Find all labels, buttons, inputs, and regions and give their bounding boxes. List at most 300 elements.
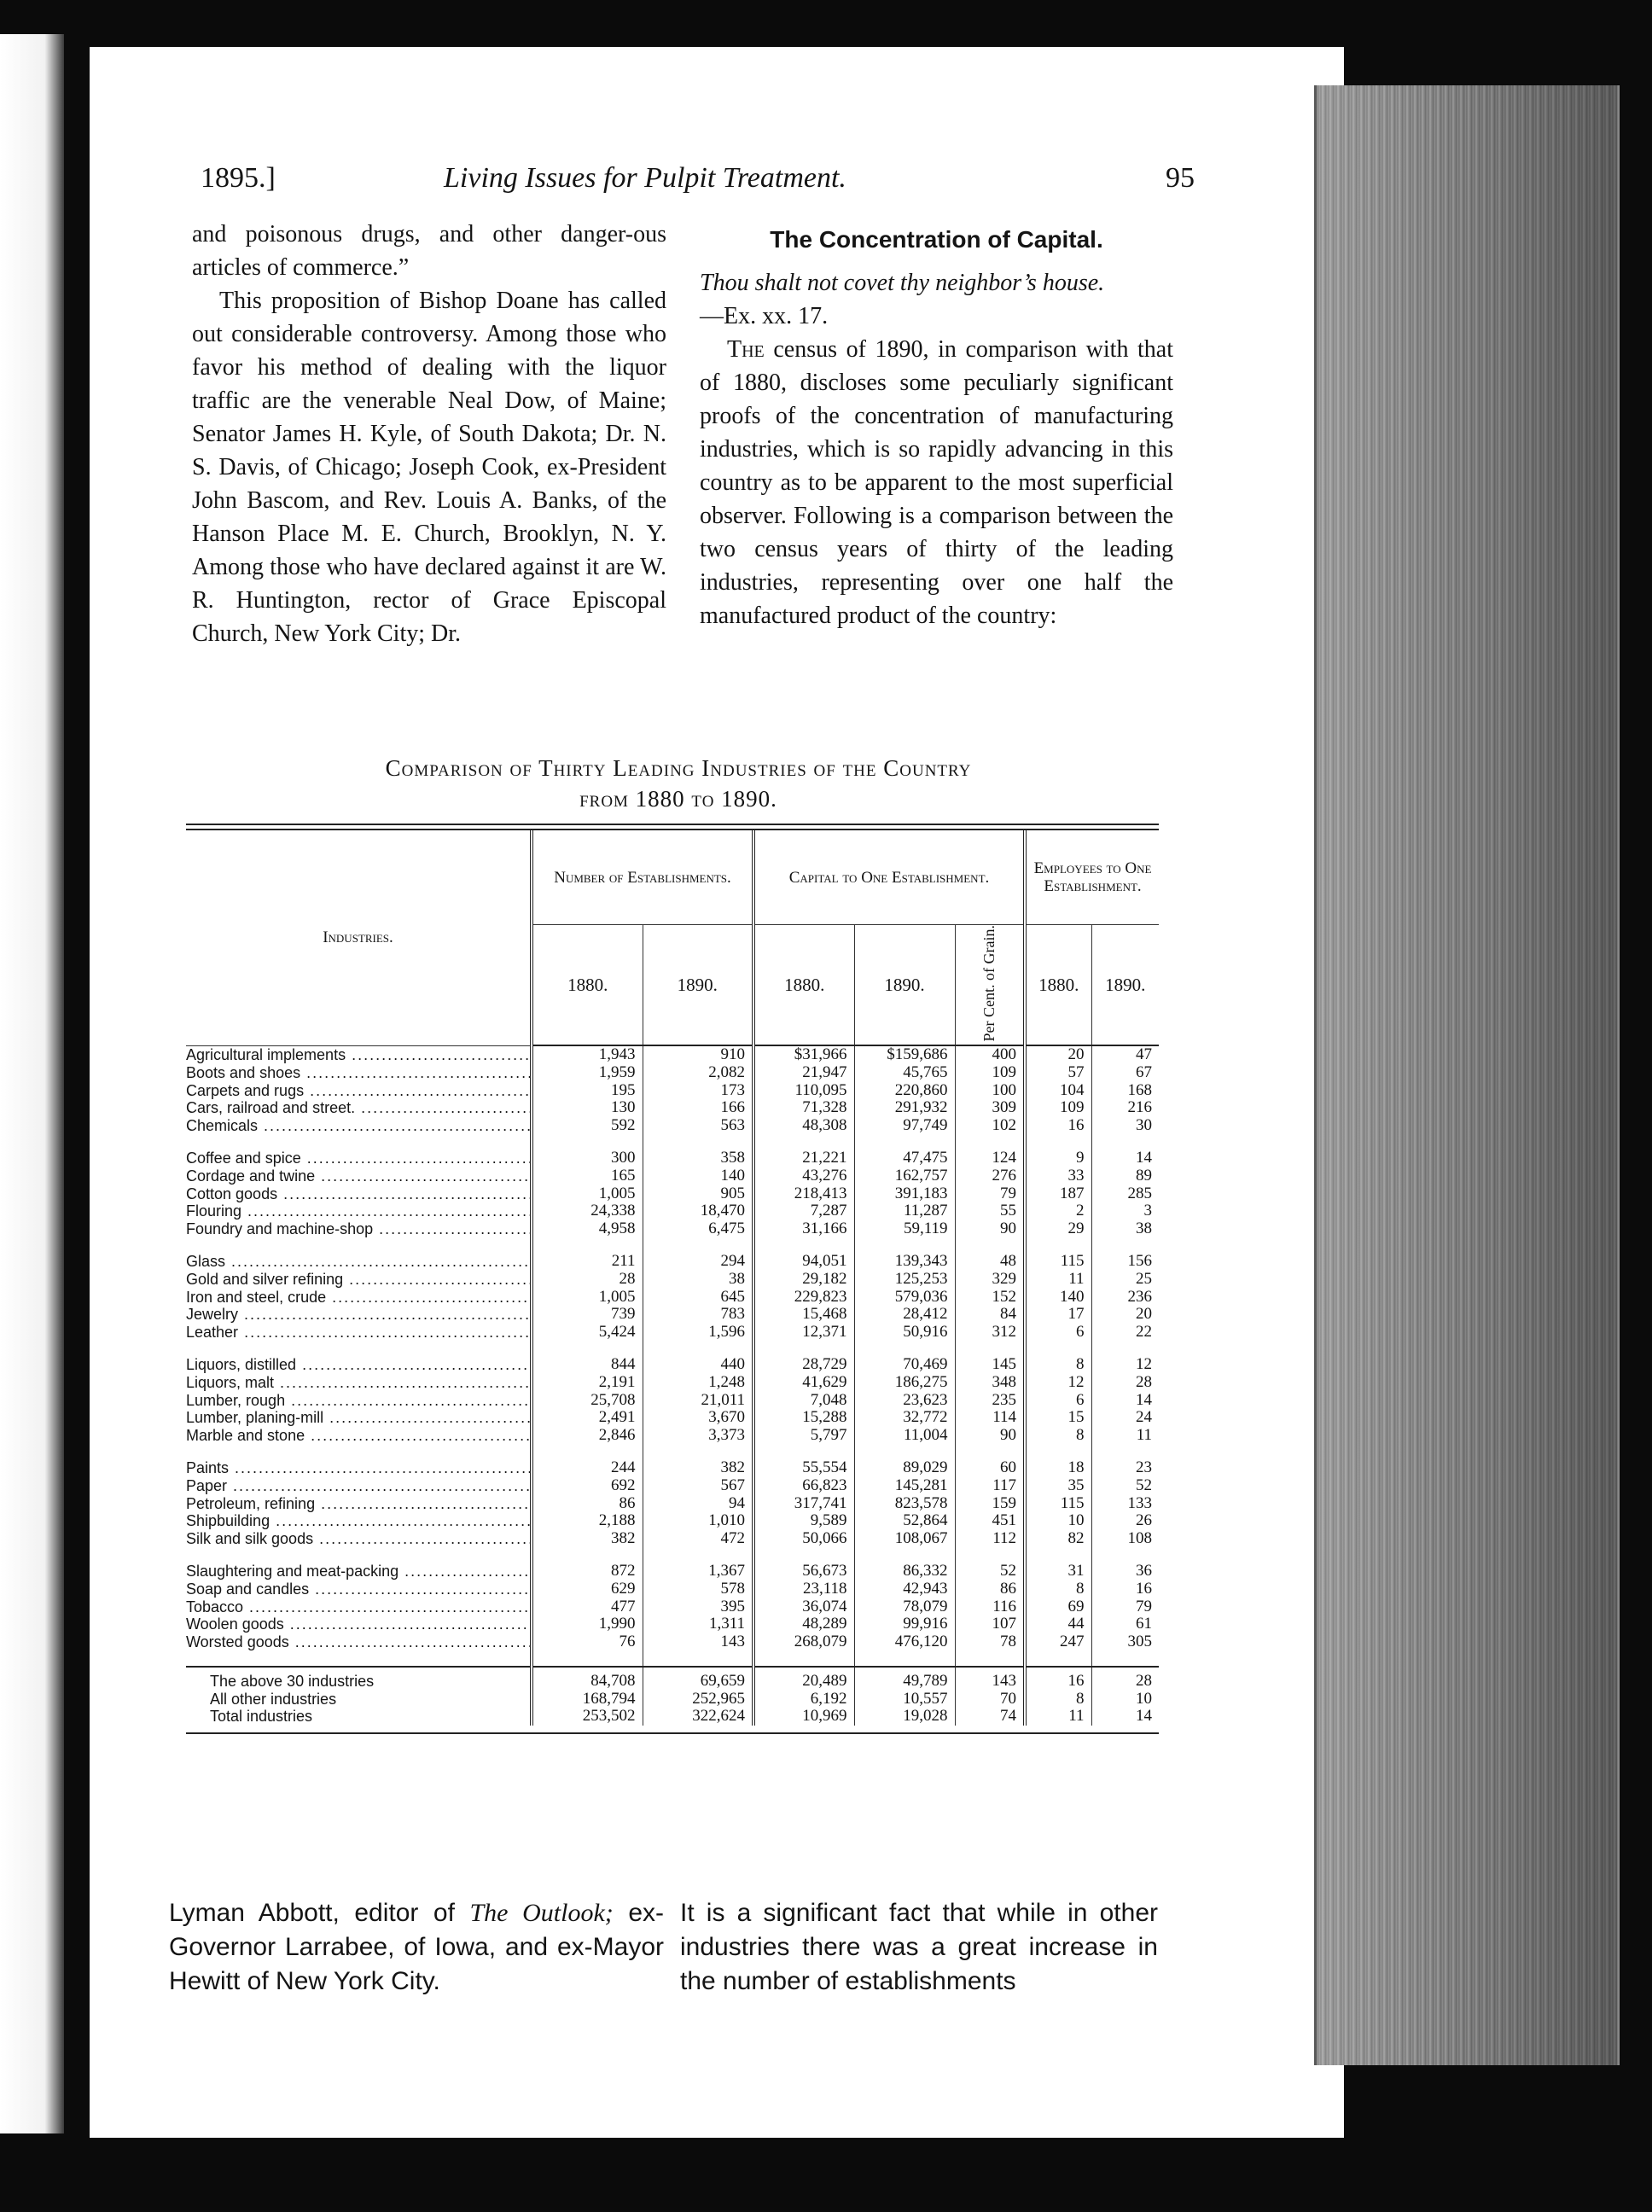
total-label: Total industries <box>210 1708 313 1726</box>
table-cell: 70 <box>955 1691 1025 1708</box>
table-cell: 472 <box>643 1530 753 1548</box>
table-cell: 21,011 <box>643 1392 753 1410</box>
table-cell: 9,589 <box>753 1512 854 1530</box>
table-cell: 69,659 <box>643 1667 753 1691</box>
table-cell: 14 <box>1091 1150 1159 1167</box>
table-row <box>186 1306 1159 1324</box>
table-row <box>186 1099 1159 1117</box>
gap-cell <box>1025 1650 1091 1667</box>
table-cell: 162,757 <box>854 1167 955 1185</box>
gap-cell <box>753 1134 854 1150</box>
gap-cell <box>854 1547 955 1563</box>
table-cell: 44 <box>1025 1615 1091 1633</box>
table-cell: 114 <box>955 1409 1025 1427</box>
table-cell: 1,248 <box>643 1374 753 1392</box>
table-cell: 400 <box>955 1045 1025 1064</box>
gap-cell <box>643 1547 753 1563</box>
table-cell: 7,048 <box>753 1392 854 1410</box>
table-cell: 440 <box>643 1356 753 1374</box>
table-row <box>186 1374 1159 1392</box>
table-row <box>186 1580 1159 1598</box>
industry-name-text: Leather ..... <box>186 1324 532 1341</box>
industry-name-text: Chemicals ..... <box>186 1117 532 1134</box>
industry-name <box>186 1615 532 1633</box>
industry-name <box>186 1459 532 1477</box>
industry-name-text: Shipbuilding ..... <box>186 1512 532 1529</box>
table-bottom-rule <box>186 1732 1159 1734</box>
group-gap <box>186 1650 1159 1667</box>
table-cell: 117 <box>955 1477 1025 1495</box>
header-capital: Capital to One Establishment. <box>753 830 1025 925</box>
gap-cell <box>1025 1547 1091 1563</box>
table-cell: 8 <box>1025 1356 1091 1374</box>
table-cell: 645 <box>643 1289 753 1307</box>
table-cell: 1,311 <box>643 1615 753 1633</box>
table-cell: 1,943 <box>532 1045 643 1064</box>
table-cell: 116 <box>955 1598 1025 1616</box>
gap-cell <box>532 1650 643 1667</box>
table-cell: 12 <box>1025 1374 1091 1392</box>
table-cell: 20 <box>1091 1306 1159 1324</box>
previous-page-edge <box>0 34 64 2133</box>
table-row <box>186 1150 1159 1167</box>
table-cell: 592 <box>532 1117 643 1135</box>
table-cell: 8 <box>1025 1691 1091 1708</box>
table-cell: 48,308 <box>753 1117 854 1135</box>
industry-name <box>186 1202 532 1220</box>
table-cell: 86,332 <box>854 1563 955 1580</box>
table-cell: 140 <box>643 1167 753 1185</box>
industry-name <box>186 1495 532 1513</box>
table-row <box>186 1117 1159 1135</box>
industry-name-text: Woolen goods ..... <box>186 1615 532 1633</box>
table-cell: 236 <box>1091 1289 1159 1307</box>
table-row <box>186 1512 1159 1530</box>
table-cell: 24,338 <box>532 1202 643 1220</box>
industry-name-text: Foundry and machine-shop ..... <box>186 1220 532 1237</box>
table-cell: 186,275 <box>854 1374 955 1392</box>
table-cell: 910 <box>643 1045 753 1064</box>
table-cell: 97,749 <box>854 1117 955 1135</box>
gap-cell <box>1091 1237 1159 1253</box>
table-cell: 145,281 <box>854 1477 955 1495</box>
table-cell: 1,005 <box>532 1289 643 1307</box>
table-cell: 107 <box>955 1615 1025 1633</box>
table-cell: 629 <box>532 1580 643 1598</box>
table-cell: 79 <box>1091 1598 1159 1616</box>
table-cell: 48 <box>955 1253 1025 1271</box>
gap-cell <box>532 1341 643 1356</box>
industry-name <box>186 1580 532 1598</box>
table-cell: 5,797 <box>753 1427 854 1445</box>
table-cell: 6,475 <box>643 1220 753 1238</box>
table-cell: 2,846 <box>532 1427 643 1445</box>
table-row <box>186 1082 1159 1100</box>
table-cell: 84 <box>955 1306 1025 1324</box>
header-establishments-1890: 1890. <box>643 925 753 1046</box>
table-cell: 67 <box>1091 1064 1159 1082</box>
header-establishments-1880: 1880. <box>532 925 643 1046</box>
table-cell: 32,772 <box>854 1409 955 1427</box>
table-cell: 133 <box>1091 1495 1159 1513</box>
table-cell: 220,860 <box>854 1082 955 1100</box>
table-cell: 50,916 <box>854 1324 955 1342</box>
epigraph: Thou shalt not covet thy neighbor’s house. <box>700 270 1105 296</box>
table-cell: 229,823 <box>753 1289 854 1307</box>
table-cell: 2,191 <box>532 1374 643 1392</box>
table-cell: 125,253 <box>854 1271 955 1289</box>
table-cell: 124 <box>955 1150 1025 1167</box>
right-column <box>700 218 1173 632</box>
table-cell: 24 <box>1091 1409 1159 1427</box>
table-cell: 115 <box>1025 1495 1091 1513</box>
table-cell: 94,051 <box>753 1253 854 1271</box>
table-cell: 294 <box>643 1253 753 1271</box>
table-cell: 11 <box>1025 1271 1091 1289</box>
industry-name-text: Liquors, distilled ..... <box>186 1356 532 1373</box>
epigraph-reference: —Ex. xx. 17. <box>700 303 829 329</box>
table-cell: 1,959 <box>532 1064 643 1082</box>
bottom-left-text <box>169 1896 664 1999</box>
table-cell: 143 <box>955 1667 1025 1691</box>
gap-cell <box>1025 1237 1091 1253</box>
header-capital-1880: 1880. <box>753 925 854 1046</box>
table-cell: 110,095 <box>753 1082 854 1100</box>
table-cell: 47 <box>1091 1045 1159 1064</box>
table-cell: 52 <box>955 1563 1025 1580</box>
table-cell: 108,067 <box>854 1530 955 1548</box>
table-cell: 300 <box>532 1150 643 1167</box>
table-cell: 139,343 <box>854 1253 955 1271</box>
table-cell: 253,502 <box>532 1708 643 1726</box>
table-cell: 78 <box>955 1633 1025 1651</box>
industry-name <box>186 1633 532 1651</box>
table-cell: 823,578 <box>854 1495 955 1513</box>
total-label: The above 30 industries <box>186 1667 532 1691</box>
lead-word: The <box>727 336 765 363</box>
table-cell: 358 <box>643 1150 753 1167</box>
table-cell: 348 <box>955 1374 1025 1392</box>
table-cell: 268,079 <box>753 1633 854 1651</box>
table-cell: 55 <box>955 1202 1025 1220</box>
industry-name-text: Boots and shoes ..... <box>186 1064 532 1081</box>
table-row <box>186 1409 1159 1427</box>
table-cell: 235 <box>955 1392 1025 1410</box>
gap-cell <box>1091 1341 1159 1356</box>
table-cell: 22 <box>1091 1324 1159 1342</box>
gap-cell <box>854 1237 955 1253</box>
industry-name-text: Jewelry ..... <box>186 1306 532 1323</box>
table-cell: 1,596 <box>643 1324 753 1342</box>
table-cell: 86 <box>532 1495 643 1513</box>
industry-name <box>186 1306 532 1324</box>
table-cell: 79 <box>955 1185 1025 1203</box>
table-cell: 10 <box>1091 1691 1159 1708</box>
table-row <box>186 1185 1159 1203</box>
table-cell: 94 <box>643 1495 753 1513</box>
header-per-cent-text: Per Cent. of Grain. <box>980 925 998 1042</box>
table-caption-line-1: Comparison of Thirty Leading Industries of the Country <box>385 755 972 781</box>
gap-cell <box>753 1444 854 1459</box>
table-cell: 76 <box>532 1633 643 1651</box>
industry-name-text: Worsted goods ..... <box>186 1633 532 1650</box>
table-cell: 47,475 <box>854 1150 955 1167</box>
table-cell: 2,188 <box>532 1512 643 1530</box>
table-cell: 45,765 <box>854 1064 955 1082</box>
table-cell: 86 <box>955 1580 1025 1598</box>
gap-cell <box>753 1341 854 1356</box>
industry-name <box>186 1392 532 1410</box>
table-cell: 11,004 <box>854 1427 955 1445</box>
gap-cell <box>186 1237 532 1253</box>
industries-table <box>186 830 1159 1726</box>
table-cell: 35 <box>1025 1477 1091 1495</box>
group-gap <box>186 1341 1159 1356</box>
table-cell: 60 <box>955 1459 1025 1477</box>
table-cell: 3 <box>1091 1202 1159 1220</box>
industry-name-text: Cordage and twine ..... <box>186 1167 532 1185</box>
table-cell: 28 <box>532 1271 643 1289</box>
table-row <box>186 1392 1159 1410</box>
industry-name <box>186 1253 532 1271</box>
table-cell: 26 <box>1091 1512 1159 1530</box>
table-cell: 28,412 <box>854 1306 955 1324</box>
table-cell: 89,029 <box>854 1459 955 1477</box>
bottom-right-paragraph <box>680 1896 1158 1999</box>
table-cell: 905 <box>643 1185 753 1203</box>
gap-cell <box>854 1341 955 1356</box>
table-cell: 74 <box>955 1708 1025 1726</box>
table-cell: 739 <box>532 1306 643 1324</box>
table-cell: 99,916 <box>854 1615 955 1633</box>
table-cell: 10 <box>1025 1512 1091 1530</box>
table-cell: 11,287 <box>854 1202 955 1220</box>
table-cell: 18,470 <box>643 1202 753 1220</box>
table-row <box>186 1530 1159 1548</box>
group-gap <box>186 1444 1159 1459</box>
table-cell: 108 <box>1091 1530 1159 1548</box>
table-cell: 109 <box>1025 1099 1091 1117</box>
group-gap <box>186 1237 1159 1253</box>
table-cell: 11 <box>1091 1427 1159 1445</box>
running-head-title: Living Issues for Pulpit Treatment. <box>444 162 846 194</box>
industry-name-text: Iron and steel, crude ..... <box>186 1289 532 1306</box>
table-cell: 4,958 <box>532 1220 643 1238</box>
industry-name-text: Cars, railroad and street. ..... <box>186 1099 532 1116</box>
table-cell: 10,969 <box>753 1708 854 1726</box>
industry-name <box>186 1117 532 1135</box>
table-row <box>186 1220 1159 1238</box>
table-cell: 90 <box>955 1427 1025 1445</box>
table-cell: 329 <box>955 1271 1025 1289</box>
industry-name-text: Slaughtering and meat-packing ..... <box>186 1563 532 1580</box>
section-title: The Concentration of Capital. <box>770 226 1103 253</box>
industry-name-text: Flouring ..... <box>186 1202 532 1220</box>
right-paragraph-text: census of 1890, in comparison with that of 1880, discloses some peculiarly significant proofs of the concentration of manufacturing industries, which is so rapidly advancing in this country as to be apparent to the most superficial observer. Following is a comparison between the two census years of thirty of the leading industries, representing over one half the manufactured product of the country: <box>700 336 1174 629</box>
table-cell: 70,469 <box>854 1356 955 1374</box>
gap-cell <box>1091 1547 1159 1563</box>
table-cell: 23,118 <box>753 1580 854 1598</box>
table-cell: 38 <box>643 1271 753 1289</box>
table-cell: 9 <box>1025 1150 1091 1167</box>
gap-cell <box>1091 1134 1159 1150</box>
table-cell: 579,036 <box>854 1289 955 1307</box>
table-cell: 29 <box>1025 1220 1091 1238</box>
table-cell: 109 <box>955 1064 1025 1082</box>
table-cell: 6,192 <box>753 1691 854 1708</box>
table-cell: 52,864 <box>854 1512 955 1530</box>
table-row <box>186 1167 1159 1185</box>
industry-name-text: Lumber, rough ..... <box>186 1392 532 1409</box>
table-cell: 19,028 <box>854 1708 955 1726</box>
gap-cell <box>955 1444 1025 1459</box>
table-cell: 252,965 <box>643 1691 753 1708</box>
industry-name <box>186 1271 532 1289</box>
table-cell: 145 <box>955 1356 1025 1374</box>
table-cell: 89 <box>1091 1167 1159 1185</box>
header-capital-1890: 1890. <box>854 925 955 1046</box>
table-cell: 168,794 <box>532 1691 643 1708</box>
table-cell: 1,990 <box>532 1615 643 1633</box>
table-cell: 16 <box>1025 1667 1091 1691</box>
table-cell: 6 <box>1025 1324 1091 1342</box>
gap-cell <box>186 1134 532 1150</box>
bottom-right-text: It is a significant fact that while in other industries there was a great increase in the number of establishments <box>680 1899 1158 1995</box>
gap-cell <box>1025 1444 1091 1459</box>
table-row <box>186 1064 1159 1082</box>
table-cell: 7,287 <box>753 1202 854 1220</box>
industry-name-text: Carpets and rugs ..... <box>186 1082 532 1099</box>
table-cell: 15,288 <box>753 1409 854 1427</box>
table-cell: 15 <box>1025 1409 1091 1427</box>
table-cell: $31,966 <box>753 1045 854 1064</box>
table-row <box>186 1615 1159 1633</box>
industry-name-text: Marble and stone ..... <box>186 1427 532 1444</box>
table-cell: 8 <box>1025 1580 1091 1598</box>
table-cell: 71,328 <box>753 1099 854 1117</box>
gap-cell <box>854 1134 955 1150</box>
table-cell: 43,276 <box>753 1167 854 1185</box>
bottom-left-before: Lyman Abbott, editor of <box>169 1899 455 1927</box>
gap-cell <box>753 1650 854 1667</box>
table-cell: 21,947 <box>753 1064 854 1082</box>
industry-name-text: Lumber, planing-mill ..... <box>186 1409 532 1426</box>
industry-name <box>186 1409 532 1427</box>
gap-cell <box>186 1341 532 1356</box>
header-employees-1880: 1880. <box>1025 925 1091 1046</box>
table-row <box>186 1045 1159 1064</box>
table-cell: 29,182 <box>753 1271 854 1289</box>
total-label: All other industries <box>210 1690 337 1708</box>
table-cell: 104 <box>1025 1082 1091 1100</box>
header-per-cent <box>955 925 1025 1046</box>
group-gap <box>186 1134 1159 1150</box>
industry-name <box>186 1512 532 1530</box>
table-cell: 451 <box>955 1512 1025 1530</box>
table-cell: 49,789 <box>854 1667 955 1691</box>
table-cell: 152 <box>955 1289 1025 1307</box>
table-cell: 84,708 <box>532 1667 643 1691</box>
table-cell: 692 <box>532 1477 643 1495</box>
table-cell: 382 <box>532 1530 643 1548</box>
table-cell: 563 <box>643 1117 753 1135</box>
table-row <box>186 1477 1159 1495</box>
left-paragraph-2: This proposition of Bishop Doane has called out considerable controversy. Among those who favor his method of dealing with the liquor traffic are the venerable Neal Dow, of Maine; Senator James H. Kyle, of South Dakota; Dr. N. S. Davis, of Chicago; Joseph Cook, ex-President John Bascom, and Rev. Louis A. Banks, of the Hanson Place M. E. Church, Brooklyn, N. Y. Among those who have declared against it are W. R. Huntington, rector of Grace Episcopal Church, New York City; Dr. <box>192 288 666 647</box>
industry-name <box>186 1082 532 1100</box>
table-cell: 783 <box>643 1306 753 1324</box>
table-row <box>186 1633 1159 1651</box>
gap-cell <box>753 1237 854 1253</box>
table-cell: 15,468 <box>753 1306 854 1324</box>
gap-cell <box>955 1134 1025 1150</box>
gap-cell <box>1091 1444 1159 1459</box>
table-cell: 90 <box>955 1220 1025 1238</box>
gap-cell <box>643 1237 753 1253</box>
table-top-rule <box>186 824 1159 830</box>
table-cell: 1,367 <box>643 1563 753 1580</box>
table-row <box>186 1271 1159 1289</box>
table-cell: 312 <box>955 1324 1025 1342</box>
industry-name <box>186 1185 532 1203</box>
gap-cell <box>1091 1650 1159 1667</box>
table-cell: 244 <box>532 1459 643 1477</box>
header-employees-1890: 1890. <box>1091 925 1159 1046</box>
table-cell: 1,005 <box>532 1185 643 1203</box>
total-row <box>186 1667 1159 1691</box>
table-cell: 20,489 <box>753 1667 854 1691</box>
table-cell: 14 <box>1091 1708 1159 1726</box>
table-cell: 140 <box>1025 1289 1091 1307</box>
gap-cell <box>643 1134 753 1150</box>
gap-cell <box>955 1650 1025 1667</box>
gap-cell <box>955 1547 1025 1563</box>
table-cell: 31 <box>1025 1563 1091 1580</box>
total-row <box>186 1708 1159 1726</box>
table-cell: 100 <box>955 1082 1025 1100</box>
gap-cell <box>186 1650 532 1667</box>
table-cell: $159,686 <box>854 1045 955 1064</box>
table-cell: 11 <box>1025 1708 1091 1726</box>
table-cell: 50,066 <box>753 1530 854 1548</box>
table-cell: 2,082 <box>643 1064 753 1082</box>
industry-name <box>186 1530 532 1548</box>
industry-name <box>186 1150 532 1167</box>
industry-name <box>186 1563 532 1580</box>
table-cell: 165 <box>532 1167 643 1185</box>
gap-cell <box>532 1134 643 1150</box>
group-gap <box>186 1547 1159 1563</box>
industry-name <box>186 1099 532 1117</box>
table-cell: 477 <box>532 1598 643 1616</box>
gap-cell <box>753 1547 854 1563</box>
table-cell: 247 <box>1025 1633 1091 1651</box>
table-cell: 112 <box>955 1530 1025 1548</box>
gap-cell <box>643 1341 753 1356</box>
gap-cell <box>1025 1134 1091 1150</box>
table-cell: 23,623 <box>854 1392 955 1410</box>
table-cell: 28 <box>1091 1374 1159 1392</box>
gap-cell <box>186 1444 532 1459</box>
gap-cell <box>643 1650 753 1667</box>
gap-cell <box>854 1650 955 1667</box>
table-cell: 195 <box>532 1082 643 1100</box>
bottom-left-italic: The Outlook; <box>469 1899 614 1927</box>
industry-name <box>186 1598 532 1616</box>
table-body <box>186 1045 1159 1726</box>
industry-name-text: Coffee and spice ..... <box>186 1150 532 1167</box>
table-cell: 276 <box>955 1167 1025 1185</box>
table-cell: 130 <box>532 1099 643 1117</box>
